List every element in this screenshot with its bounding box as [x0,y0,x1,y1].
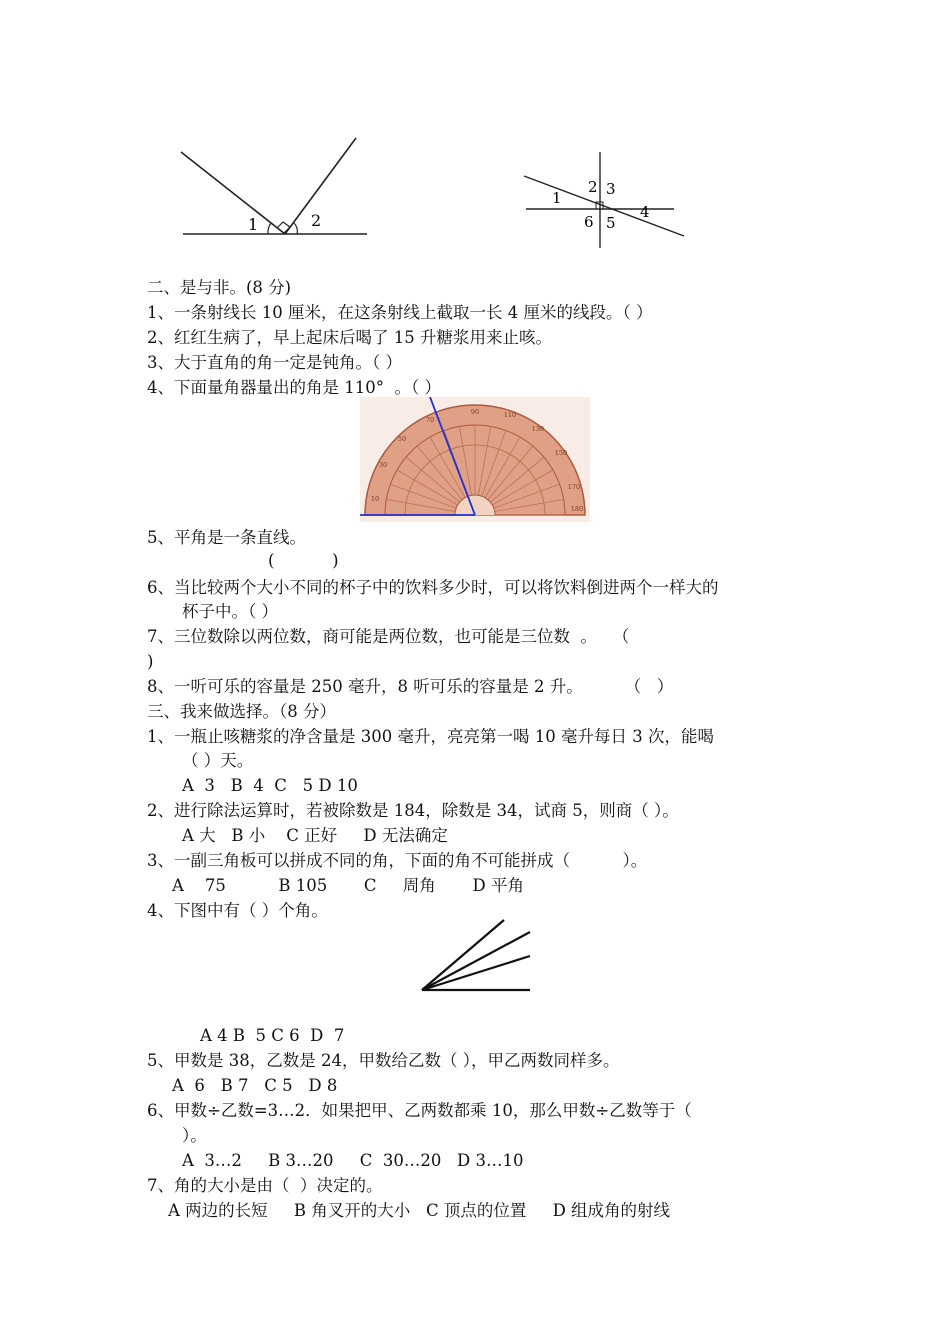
scale-90: 90 [470,408,480,416]
s3-question-5: 5、甲数是 38，乙数是 24，甲数给乙数（ ），甲乙两数同样多。 [147,1051,620,1070]
s3-question-6-options: A 3…2 B 3…20 C 30…20 D 3…10 [182,1151,524,1170]
angle-label-1: 1 [552,189,562,207]
s2-question-6-line2: 杯子中。（ ） [182,602,278,621]
s3-question-1-options: A 3 B 4 C 5 D 10 [182,776,358,795]
angle-label-3: 3 [606,180,616,198]
scale-30: 30 [378,461,388,469]
rays-figure [418,916,534,994]
left-ray [181,152,285,234]
s3-question-4-options: A 4 B 5 C 6 D 7 [200,1026,345,1045]
scale-170: 170 [567,483,581,491]
s3-question-1-line1: 1、一瓶止咳糖浆的净含量是 300 毫升，亮亮第一喝 10 毫升每日 3 次，能喝 [147,727,714,746]
arc-angle-2 [294,223,297,234]
s2-question-5: 5、平角是一条直线。 [147,528,306,547]
s3-question-7-options: A 两边的长短 B 角叉开的大小 C 顶点的位置 D 组成角的射线 [168,1201,671,1220]
intersecting-lines-figure [520,148,690,253]
section-2-title: 二、是与非。(8 分) [147,278,292,297]
s3-question-2: 2、进行除法运算时，若被除数是 184，除数是 34，试商 5，则商（ ）。 [147,801,679,820]
slant-line [524,176,684,236]
right-angle-mark [277,222,290,233]
ray-4 [422,920,504,990]
scale-150: 150 [554,449,568,457]
angle-label-2: 2 [588,178,598,196]
s2-question-2: 2、红红生病了，早上起床后喝了 15 升糖浆用来止咳。 [147,328,552,347]
s3-question-3-options: A 75 B 105 C 周角 D 平角 [172,876,524,895]
s2-question-1: 1、一条射线长 10 厘米，在这条射线上截取一长 4 厘米的线段。（ ） [147,303,653,322]
section-3-title: 三、我来做选择。（8 分） [147,702,336,721]
scale-130: 130 [531,425,545,433]
s3-question-2-options: A 大 B 小 C 正好 D 无法确定 [182,826,448,845]
s3-question-4: 4、下图中有（ ）个角。 [147,901,328,920]
s2-question-8: 8、一听可乐的容量是 250 毫升，8 听可乐的容量是 2 升。 （ ） [147,677,674,696]
s3-question-6-line2: ）。 [182,1126,207,1145]
scale-180: 180 [570,505,584,513]
s3-question-7: 7、角的大小是由（ ）决定的。 [147,1176,383,1195]
s2-question-7-line1: 7、三位数除以两位数，商可能是两位数，也可能是三位数 。 （ [147,627,630,646]
scale-70: 70 [425,416,435,424]
scale-10: 10 [370,495,380,503]
angle-label-1: 1 [248,215,259,234]
s3-question-1-line2: （ ）天。 [182,751,254,770]
angle-label-2: 2 [311,211,322,230]
scale-110: 110 [503,411,517,419]
s3-question-3: 3、一副三角板可以拼成不同的角，下面的角不可能拼成（ ）。 [147,851,648,870]
s2-question-5-paren: ( ) [268,551,339,570]
s3-question-6-line1: 6、甲数÷乙数=3…2．如果把甲、乙两数都乘 10，那么甲数÷乙数等于（ [147,1101,692,1120]
angle-label-6: 6 [584,213,594,231]
angle-label-5: 5 [606,214,616,232]
s2-question-7-line2: ) [147,652,154,671]
s2-question-3: 3、大于直角的角一定是钝角。（ ） [147,353,402,372]
angle-label-4: 4 [640,203,650,221]
angles-figure [175,130,375,242]
s2-question-4: 4、下面量角器量出的角是 110° 。（ ） [147,378,441,397]
s2-question-6-line1: 6、当比较两个大小不同的杯子中的饮料多少时，可以将饮料倒进两个一样大的 [147,578,719,597]
arc-angle-1 [268,223,271,234]
scale-50: 50 [397,435,407,443]
protractor-figure [360,397,590,522]
s3-question-5-options: A 6 B 7 C 5 D 8 [172,1076,338,1095]
